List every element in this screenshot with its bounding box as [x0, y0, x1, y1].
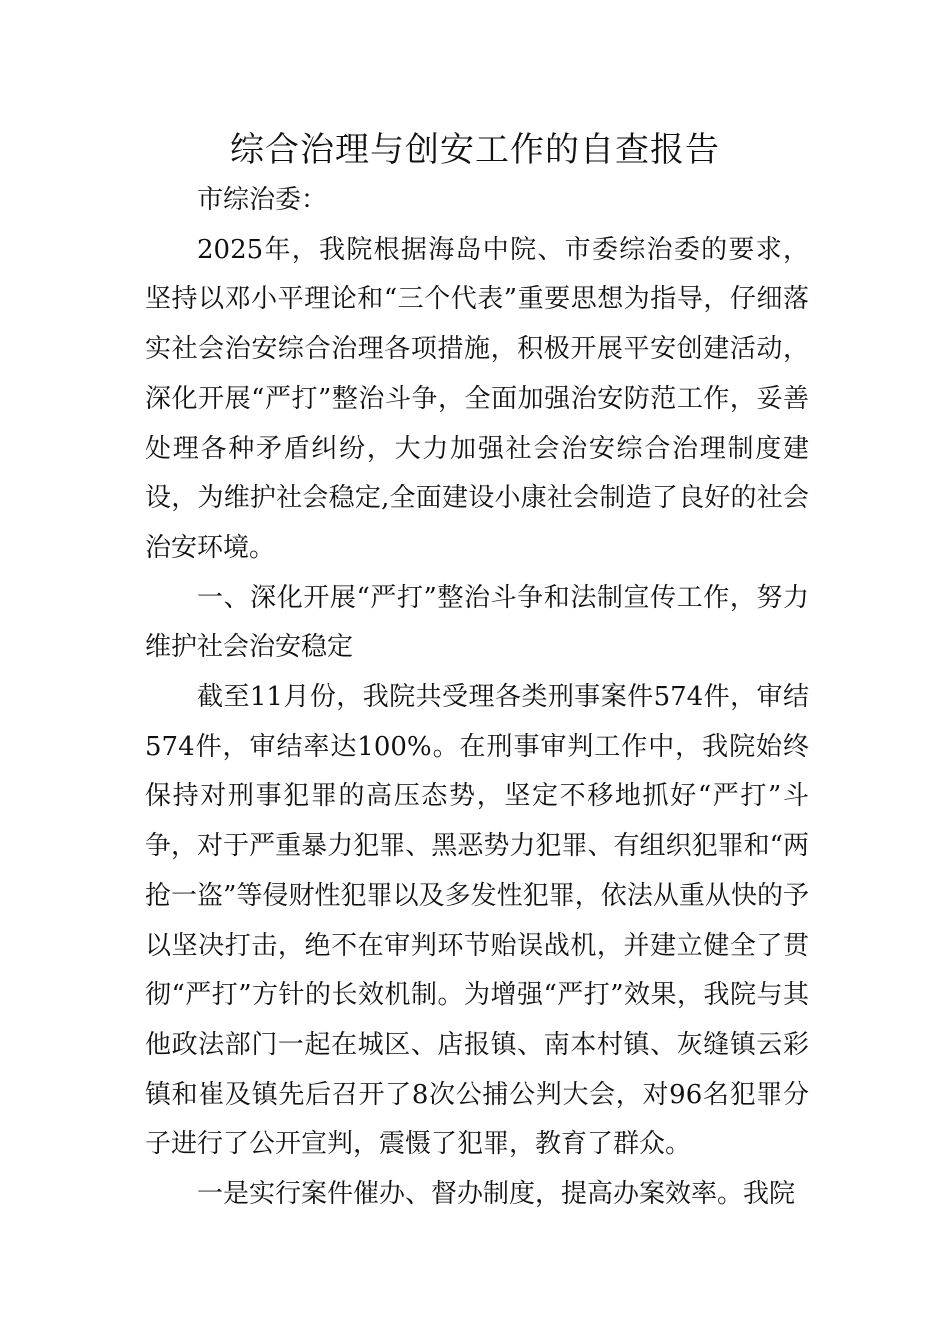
section-heading-1: 一、深化开展“严打”整治斗争和法制宣传工作，努力维护社会治安稳定 — [145, 582, 809, 663]
document-body — [145, 176, 809, 1220]
paragraph-supervision: 一是实行案件催办、督办制度，提高办案效率。我院 — [197, 1179, 796, 1210]
document-title: 综合治理与创安工作的自查报告 — [230, 130, 720, 170]
paragraph-intro: 2025年，我院根据海岛中院、市委综治委的要求，坚持以邓小平理论和“三个代表”重要思想为指导，仔细落实社会治安综合治理各项措施，积极开展平安创建活动，深化开展“严打”整治斗争，全面加强治安防范工作，妥善处理各种矛盾纠纷，大力加强社会治安综合治理制度建设，为维护社会稳定,全面建设小康社会制造了良好的社会治安环境。 — [145, 234, 809, 563]
paragraph-criminal-cases: 截至11月份，我院共受理各类刑事案件574件，审结574件，审结率达100%。在刑事审判工作中，我院始终保持对刑事犯罪的高压态势，坚定不移地抓好“严打”斗争，对于严重暴力犯罪、黑恶势力犯罪、有组织犯罪和“两抢一盗”等侵财性犯罪以及多发性犯罪，依法从重从快的予以坚决打击，绝不在审判环节贻误战机，并建立健全了贯彻“严打”方针的长效机制。为增强“严打”效果，我院与其他政法部门一起在城区、店报镇、南本村镇、灰缝镇云彩镇和崔及镇先后召开了8次公捕公判大会，对96名犯罪分子进行了公开宣判，震慑了犯罪，教育了群众。 — [145, 682, 809, 1160]
salutation: 市综治委： — [197, 185, 328, 215]
